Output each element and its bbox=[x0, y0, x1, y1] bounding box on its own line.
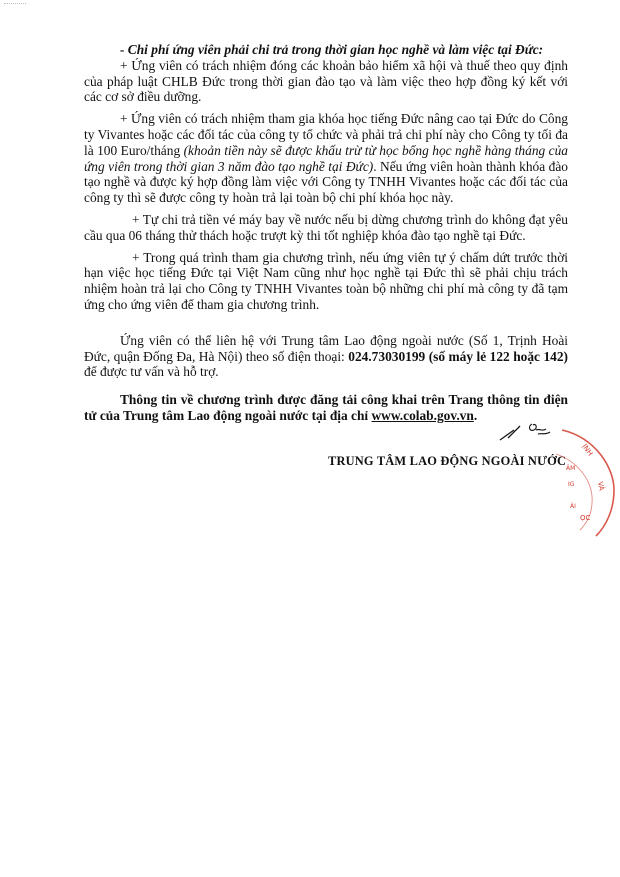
scan-mark bbox=[4, 3, 26, 4]
course-text-1: + Ứng viên có trách nhiệm tham gia khóa học tiếng Đức nâng cao tại Đức do Công ty Vivantes hoặc các đối tác của công ty tổ chức và phải trả chi phí này cho Công ty tối đa là 100 Euro/tháng bbox=[84, 111, 568, 158]
paragraph-notice bbox=[84, 392, 568, 424]
section-heading: - Chi phí ứng viên phải chi trả trong thời gian học nghề và làm việc tại Đức: bbox=[120, 42, 544, 57]
paragraph-german-course bbox=[84, 111, 568, 206]
website-link[interactable]: www.colab.gov.vn bbox=[371, 407, 474, 423]
course-note-italic: (khoản tiền này sẽ được khấu trừ từ học bổng học nghề hàng tháng của ứng viên trong thời gian 3 năm đào tạo nghề tại Đức) bbox=[84, 142, 568, 174]
official-seal bbox=[552, 424, 620, 542]
paragraph-contact bbox=[84, 333, 568, 380]
paragraph-termination: + Trong quá trình tham gia chương trình, nếu ứng viên tự ý chấm dứt trước thời hạn việc học tiếng Đức tại Việt Nam cũng như học nghề tại Đức thì sẽ phải chịu trách nhiệm hoàn trả lại cho Công ty TNHH Vivantes toàn bộ những chi phí mà công ty đã tạm ứng cho ứng viên để tham gia chương trình. bbox=[84, 249, 568, 312]
paragraph-insurance: + Ứng viên có trách nhiệm đóng các khoản bảo hiểm xã hội và thuế theo quy định của pháp luật CHLB Đức trong thời gian đào tạo và làm việc theo hợp đồng ký kết với các cơ sở điều dưỡng. bbox=[84, 57, 568, 105]
phone-number: 024.73030199 (số máy lẻ 122 hoặc 142) bbox=[348, 348, 568, 364]
seal-fragment: IG bbox=[568, 481, 575, 488]
contact-tail: để được tư vấn và hỗ trợ. bbox=[84, 364, 219, 380]
seal-fragment: ỊNH bbox=[580, 442, 595, 458]
handwritten-signature bbox=[498, 416, 554, 448]
contact-text: Ứng viên có thể liên hệ với Trung tâm Lao động ngoài nước (Số 1, Trịnh Hoài Đức, quận Đống Đa, Hà Nội) theo số điện thoại: bbox=[84, 332, 568, 364]
seal-fragment: ÀI bbox=[570, 503, 576, 510]
signature-org-name: TRUNG TÂM LAO ĐỘNG NGOÀI NƯỚC bbox=[328, 454, 567, 468]
notice-end: . bbox=[473, 407, 478, 423]
seal-fragment: VÀ bbox=[596, 480, 606, 492]
paragraph-airfare: + Tự chi trả tiền vé máy bay về nước nếu bị dừng chương trình do không đạt yêu cầu qua 06 tháng thử thách hoặc trượt kỳ thi tốt nghiệp khóa đào tạo nghề tại Đức. bbox=[84, 211, 568, 243]
document-body bbox=[84, 42, 568, 424]
seal-fragment: ÂM bbox=[566, 465, 576, 472]
course-text-2: . Nếu ứng viên hoàn thành khóa đào tạo nghề và được ký hợp đồng làm việc với Công ty TNHH Vivantes hoặc các đối tác của công ty thì sẽ được công ty hoàn trả lại toàn bộ chi phí khóa học này. bbox=[84, 158, 568, 206]
notice-text: Thông tin về chương trình được đăng tải công khai trên Trang thông tin điện tử của Trung tâm Lao động ngoài nước tại địa chỉ bbox=[84, 392, 568, 423]
seal-fragment: ỌC bbox=[580, 514, 591, 522]
